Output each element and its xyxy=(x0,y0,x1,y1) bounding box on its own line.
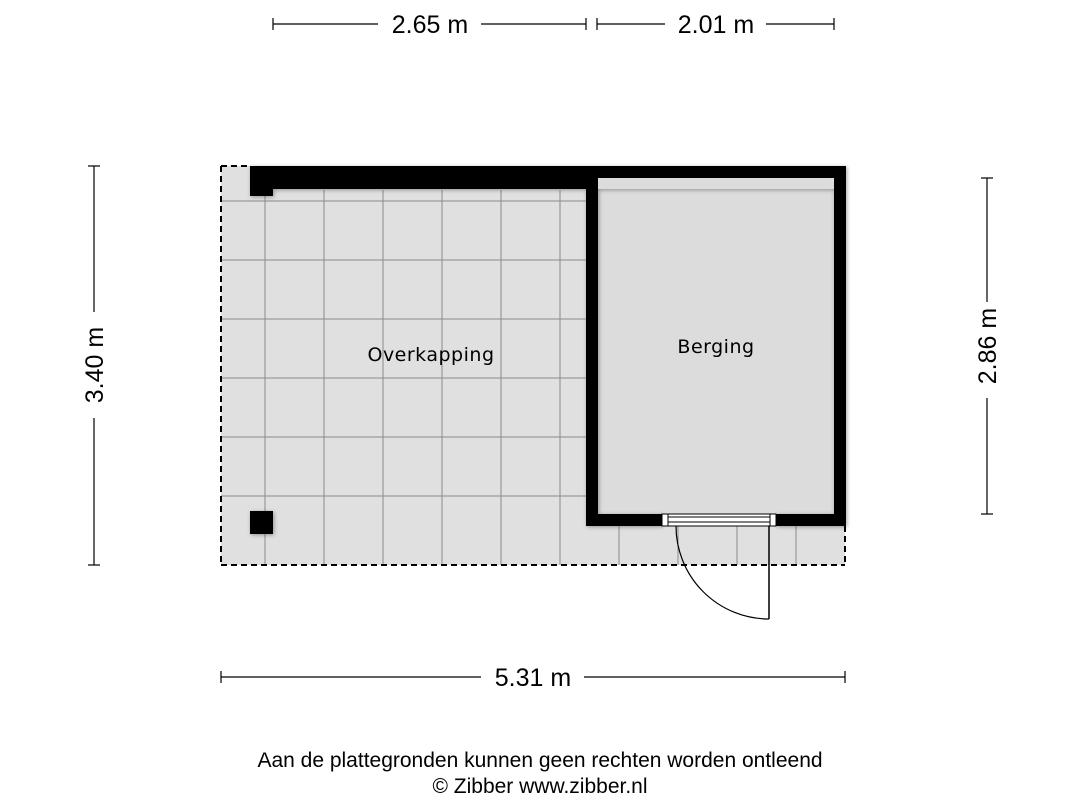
top-wall-inner-shape xyxy=(586,166,846,178)
footer-copyright: © Zibber www.zibber.nl xyxy=(432,775,648,798)
door-threshold xyxy=(662,514,776,526)
dimension-left: 3.40 m xyxy=(81,326,109,404)
berging-inner-top xyxy=(598,178,834,189)
dimension-bottom: 5.31 m xyxy=(494,664,572,692)
berging-right-wall xyxy=(834,166,846,526)
floor-area xyxy=(221,166,845,565)
dimension-top-left: 2.65 m xyxy=(391,11,469,39)
berging-left-wall xyxy=(586,166,598,526)
berging-bottom-wall-right xyxy=(776,514,846,526)
dimension-right: 2.86 m xyxy=(974,307,1002,385)
footer-disclaimer: Aan de plattegronden kunnen geen rechten worden ontleend xyxy=(257,749,823,772)
berging-bottom-wall-left xyxy=(586,514,662,526)
corner-post-top xyxy=(250,166,273,196)
room-label-berging: Berging xyxy=(677,336,755,358)
room-label-overkapping: Overkapping xyxy=(367,344,495,366)
column-post xyxy=(250,511,273,534)
dimension-top-right: 2.01 m xyxy=(677,11,755,39)
